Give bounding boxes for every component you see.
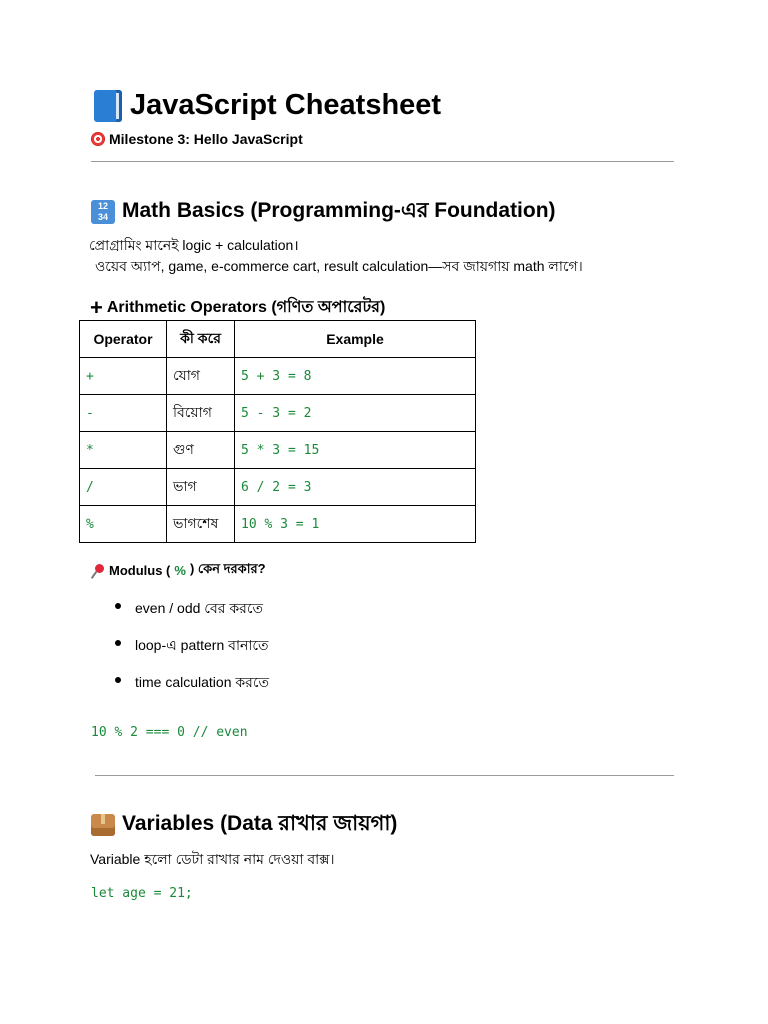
example-cell: 5 - 3 = 2 [235,395,476,432]
table-row [80,358,476,395]
numbers-icon: 12 34 [91,200,115,224]
example-cell: 10 % 3 = 1 [235,506,476,543]
list-item: even / odd বের করতে [115,597,269,634]
variables-code-example: let age = 21; [91,886,193,901]
operator-cell: + [80,358,167,395]
page-subtitle-text: Milestone 3: Hello JavaScript [109,131,303,147]
math-basics-heading [91,194,556,229]
divider-middle [95,775,674,776]
table-row [80,469,476,506]
page-title [94,89,441,122]
variables-heading [91,807,397,842]
modulus-symbol: % [174,563,186,578]
page-subtitle [91,131,303,147]
table-row [80,506,476,543]
math-intro-line1: প্রোগ্রামিং মানেই logic + calculation। [89,237,299,253]
plus-icon: + [90,294,103,320]
meaning-cell: ভাগ [167,469,235,506]
table-header-example: Example [235,321,476,358]
example-cell: 5 + 3 = 8 [235,358,476,395]
meaning-cell: ভাগশেষ [167,506,235,543]
package-icon [91,814,115,836]
arithmetic-operators-heading [90,294,385,321]
example-cell: 5 * 3 = 15 [235,432,476,469]
list-item: loop-এ pattern বানাতে [115,634,269,671]
page-title-text: JavaScript Cheatsheet [130,89,442,121]
example-cell: 6 / 2 = 3 [235,469,476,506]
arithmetic-operators-heading-text: Arithmetic Operators (গণিত অপারেটর) [106,299,386,316]
math-intro-line2: ওয়েব অ্যাপ, game, e-commerce cart, result calculation—সব জায়গায় math লাগে। [95,258,583,274]
meaning-cell: বিয়োগ [167,395,235,432]
modulus-label-start: Modulus ( [109,563,171,578]
math-basics-heading-text: Math Basics (Programming-এর Foundation) [122,199,556,222]
variables-heading-text: Variables (Data রাখার জায়গা) [122,812,398,835]
table-header-what: কী করে [167,321,235,358]
operator-cell: / [80,469,167,506]
modulus-label-end: ) কেন দরকার? [189,561,266,576]
modulus-code-example: 10 % 2 === 0 // even [91,725,248,740]
book-icon [94,90,122,122]
operator-cell: % [80,506,167,543]
modulus-uses-list [115,597,269,708]
divider-top [91,161,674,162]
table-row [80,395,476,432]
operator-cell: - [80,395,167,432]
meaning-cell: গুণ [167,432,235,469]
operators-table [79,320,476,543]
pin-icon [91,564,105,578]
list-item: time calculation করতে [115,671,269,708]
table-header-row [80,321,476,358]
modulus-note [91,560,266,581]
meaning-cell: যোগ [167,358,235,395]
variables-description: Variable হলো ডেটা রাখার নাম দেওয়া বাক্স। [90,851,335,867]
table-header-operator: Operator [80,321,167,358]
operator-cell: * [80,432,167,469]
target-icon [91,132,105,146]
table-row [80,432,476,469]
